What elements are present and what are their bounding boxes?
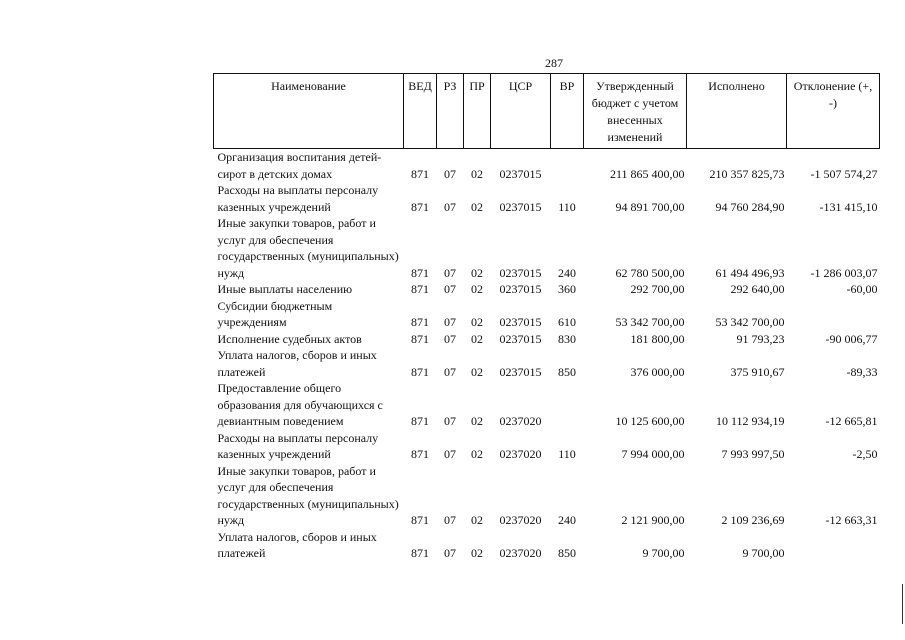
header-vr: ВР — [551, 74, 584, 149]
row-deviation: -12 663,31 — [825, 513, 878, 527]
row-budget: 62 780 500,00 — [615, 265, 685, 280]
row-deviation: -131 415,10 — [819, 199, 878, 214]
table-row — [214, 149, 880, 183]
row-done: 94 760 284,90 — [715, 199, 785, 214]
header-csr: ЦСР — [491, 74, 551, 149]
row-vr: 110 — [558, 199, 576, 214]
row-name: Расходы на выплаты персоналу казенных учреждений — [217, 183, 379, 214]
row-rz: 07 — [444, 282, 456, 296]
row-pr: 02 — [471, 315, 483, 329]
row-done: 10 112 934,19 — [715, 414, 785, 428]
row-budget: 9 700,00 — [642, 546, 685, 560]
row-done: 292 640,00 — [730, 282, 785, 296]
row-vr: 110 — [558, 447, 576, 461]
row-pr: 02 — [471, 546, 483, 560]
row-rz: 07 — [444, 513, 456, 527]
row-rz: 07 — [444, 331, 456, 346]
row-pr: 02 — [471, 447, 483, 461]
row-vr: 240 — [558, 513, 576, 527]
row-rz: 07 — [444, 199, 456, 214]
row-budget: 211 865 400,00 — [609, 166, 685, 181]
row-budget: 94 891 700,00 — [615, 199, 685, 214]
table-row — [214, 529, 880, 562]
row-name: Расходы на выплаты персоналу казенных учреждений — [217, 430, 379, 461]
row-done: 53 342 700,00 — [715, 315, 785, 329]
row-name: Организация воспитания детей-сирот в детских домах — [217, 150, 382, 181]
row-done: 61 494 496,93 — [715, 265, 785, 280]
row-pr: 02 — [471, 199, 483, 214]
row-ved: 871 — [411, 265, 429, 280]
table-row — [214, 430, 880, 463]
row-vr: 830 — [558, 331, 576, 346]
row-csr: 0237020 — [499, 513, 542, 527]
row-deviation: -12 665,81 — [825, 414, 878, 428]
table-row — [214, 215, 880, 281]
row-csr: 0237015 — [499, 331, 542, 346]
budget-table — [213, 73, 880, 562]
row-csr: 0237020 — [499, 546, 542, 560]
row-vr: 610 — [558, 315, 576, 329]
row-rz: 07 — [444, 447, 456, 461]
row-vr: 850 — [558, 364, 576, 379]
row-done: 9 700,00 — [742, 546, 785, 560]
row-ved: 871 — [411, 166, 429, 181]
row-ved: 871 — [411, 199, 429, 214]
row-done: 91 793,23 — [736, 331, 785, 346]
header-pr: ПР — [464, 74, 491, 149]
row-name: Субсидии бюджетным учреждениям — [217, 298, 333, 329]
row-deviation: -2,50 — [852, 447, 878, 461]
row-pr: 02 — [471, 166, 483, 181]
header-deviation: Отклонение (+, -) — [787, 74, 880, 149]
row-done: 7 993 997,50 — [721, 447, 785, 461]
table-row — [214, 182, 880, 215]
row-name: Исполнение судебных актов — [217, 331, 362, 346]
row-deviation: -89,33 — [846, 364, 878, 379]
page-number: 287 — [545, 56, 563, 70]
row-rz: 07 — [444, 166, 456, 181]
row-vr — [551, 380, 584, 430]
row-vr — [551, 149, 584, 183]
header-done: Исполнено — [687, 74, 787, 149]
header-ved: ВЕД — [404, 74, 437, 149]
table-header-row — [214, 74, 880, 149]
row-vr: 240 — [558, 265, 576, 280]
row-ved: 871 — [411, 546, 429, 560]
row-deviation — [787, 298, 880, 331]
row-pr: 02 — [471, 513, 483, 527]
row-deviation: -90 006,77 — [825, 331, 878, 346]
row-csr: 0237015 — [499, 315, 542, 329]
row-rz: 07 — [444, 315, 456, 329]
row-csr: 0237015 — [499, 364, 542, 379]
row-done: 2 109 236,69 — [721, 513, 785, 527]
row-rz: 07 — [444, 414, 456, 428]
row-name: Иные выплаты населению — [217, 282, 353, 296]
table-row — [214, 380, 880, 430]
table-row — [214, 281, 880, 298]
row-name: Предоставление общего образования для обучающихся с девиантным поведением — [217, 381, 383, 428]
table-row — [214, 331, 880, 348]
row-pr: 02 — [471, 265, 483, 280]
row-ved: 871 — [411, 414, 429, 428]
row-ved: 871 — [411, 364, 429, 379]
row-deviation — [787, 529, 880, 562]
row-done: 210 357 825,73 — [709, 166, 785, 181]
row-ved: 871 — [411, 282, 429, 296]
row-csr: 0237015 — [499, 166, 542, 181]
row-budget: 376 000,00 — [630, 364, 685, 379]
row-name: Иные закупки товаров, работ и услуг для обеспечения государственных (муниципальных) нужд — [217, 463, 399, 527]
row-budget: 292 700,00 — [630, 282, 685, 296]
row-ved: 871 — [411, 331, 429, 346]
row-rz: 07 — [444, 364, 456, 379]
row-pr: 02 — [471, 364, 483, 379]
row-ved: 871 — [411, 315, 429, 329]
row-deviation: -60,00 — [846, 282, 878, 296]
table-row — [214, 463, 880, 529]
row-csr: 0237015 — [499, 265, 542, 280]
row-vr: 850 — [558, 546, 576, 560]
row-name: Уплата налогов, сборов и иных платежей — [217, 529, 377, 560]
row-budget: 181 800,00 — [630, 331, 685, 346]
row-budget: 10 125 600,00 — [615, 414, 685, 428]
row-rz: 07 — [444, 546, 456, 560]
scan-edge-line — [902, 584, 903, 624]
row-deviation: -1 286 003,07 — [810, 265, 878, 280]
row-csr: 0237020 — [499, 447, 542, 461]
row-vr: 360 — [558, 282, 576, 296]
row-pr: 02 — [471, 414, 483, 428]
row-pr: 02 — [471, 331, 483, 346]
row-done: 375 910,67 — [730, 364, 785, 379]
row-budget: 2 121 900,00 — [621, 513, 685, 527]
row-deviation: -1 507 574,27 — [810, 166, 878, 181]
row-ved: 871 — [411, 447, 429, 461]
header-name: Наименование — [214, 74, 404, 149]
row-ved: 871 — [411, 513, 429, 527]
row-csr: 0237015 — [499, 199, 542, 214]
row-csr: 0237020 — [499, 414, 542, 428]
table-row — [214, 347, 880, 380]
row-budget: 53 342 700,00 — [615, 315, 685, 329]
row-csr: 0237015 — [499, 282, 542, 296]
row-name: Иные закупки товаров, работ и услуг для обеспечения государственных (муниципальных) нужд — [217, 216, 399, 280]
row-budget: 7 994 000,00 — [621, 447, 685, 461]
row-rz: 07 — [444, 265, 456, 280]
table-row — [214, 298, 880, 331]
row-pr: 02 — [471, 282, 483, 296]
header-budget: Утвержденный бюджет с учетом внесенных изменений — [584, 74, 687, 149]
header-rz: РЗ — [437, 74, 464, 149]
row-name: Уплата налогов, сборов и иных платежей — [217, 348, 377, 379]
